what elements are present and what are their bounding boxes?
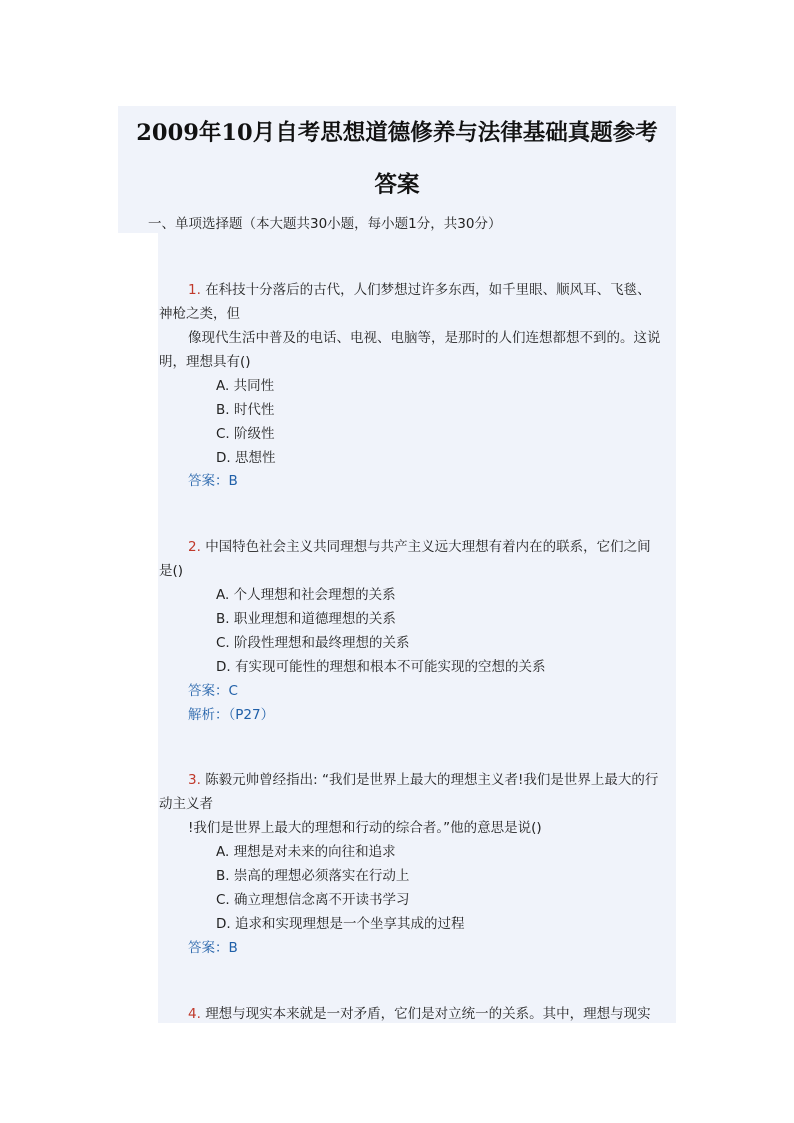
question-1-option-b: B. 时代性 (216, 402, 275, 418)
question-1-option-c: C. 阶级性 (216, 426, 275, 442)
question-3-option-b: B. 崇高的理想必须落实在行动上 (216, 868, 410, 884)
page-title-line1: 2009年10月自考思想道德修养与法律基础真题参考 (136, 120, 658, 146)
question-1-number: 1. (188, 282, 201, 298)
question-1-line-3: 像现代生活中普及的电话、电视、电脑等，是那时的人们连想都想不到的。这说 (188, 330, 661, 346)
question-2-text-1: 中国特色社会主义共同理想与共产主义远大理想有着内在的联系，它们之间 (205, 539, 651, 555)
question-1-line-4: 明，理想具有() (159, 354, 251, 370)
question-1-answer: 答案：B (188, 473, 238, 489)
question-2-answer: 答案：C (188, 683, 238, 699)
question-2-line-1 (188, 538, 651, 556)
question-2-option-d: D. 有实现可能性的理想和根本不可能实现的空想的关系 (216, 659, 546, 675)
question-2-option-b: B. 职业理想和道德理想的关系 (216, 611, 396, 627)
question-2-option-a: A. 个人理想和社会理想的关系 (216, 587, 396, 603)
question-4-text-1: 理想与现实本来就是一对矛盾，它们是对立统一的关系。其中，理想与现实 (205, 1006, 651, 1022)
question-1-option-a: A. 共同性 (216, 378, 275, 394)
question-3-line-2: 动主义者 (159, 796, 213, 812)
question-1-option-d: D. 思想性 (216, 450, 276, 466)
question-1-text-1: 在科技十分落后的古代，人们梦想过许多东西，如千里眼、顺风耳、飞毯、 (205, 282, 651, 298)
question-3-line-1 (188, 771, 658, 789)
question-2-line-2: 是() (159, 563, 184, 579)
question-3-option-a: A. 理想是对未来的向往和追求 (216, 844, 396, 860)
page-title-line2: 答案 (374, 172, 420, 198)
question-1-line-1 (188, 281, 651, 299)
question-4-number: 4. (188, 1006, 201, 1022)
question-4-line-1 (188, 1005, 651, 1023)
question-3-text-1: 陈毅元帅曾经指出: “我们是世界上最大的理想主义者!我们是世界上最大的行 (205, 772, 659, 788)
question-1-line-2: 神枪之类，但 (159, 306, 240, 322)
section-heading: 一、单项选择题（本大题共30小题，每小题1分，共30分） (148, 216, 502, 232)
question-2-analysis: 解析：（P27） (188, 707, 275, 723)
question-3-option-d: D. 追求和实现理想是一个坐享其成的过程 (216, 916, 465, 932)
question-3-answer: 答案：B (188, 940, 238, 956)
question-2-number: 2. (188, 539, 201, 555)
question-2-option-c: C. 阶段性理想和最终理想的关系 (216, 635, 410, 651)
question-3-option-c: C. 确立理想信念离不开读书学习 (216, 892, 410, 908)
question-3-number: 3. (188, 772, 201, 788)
question-3-line-3: !我们是世界上最大的理想和行动的综合者。”他的意思是说() (188, 820, 542, 836)
